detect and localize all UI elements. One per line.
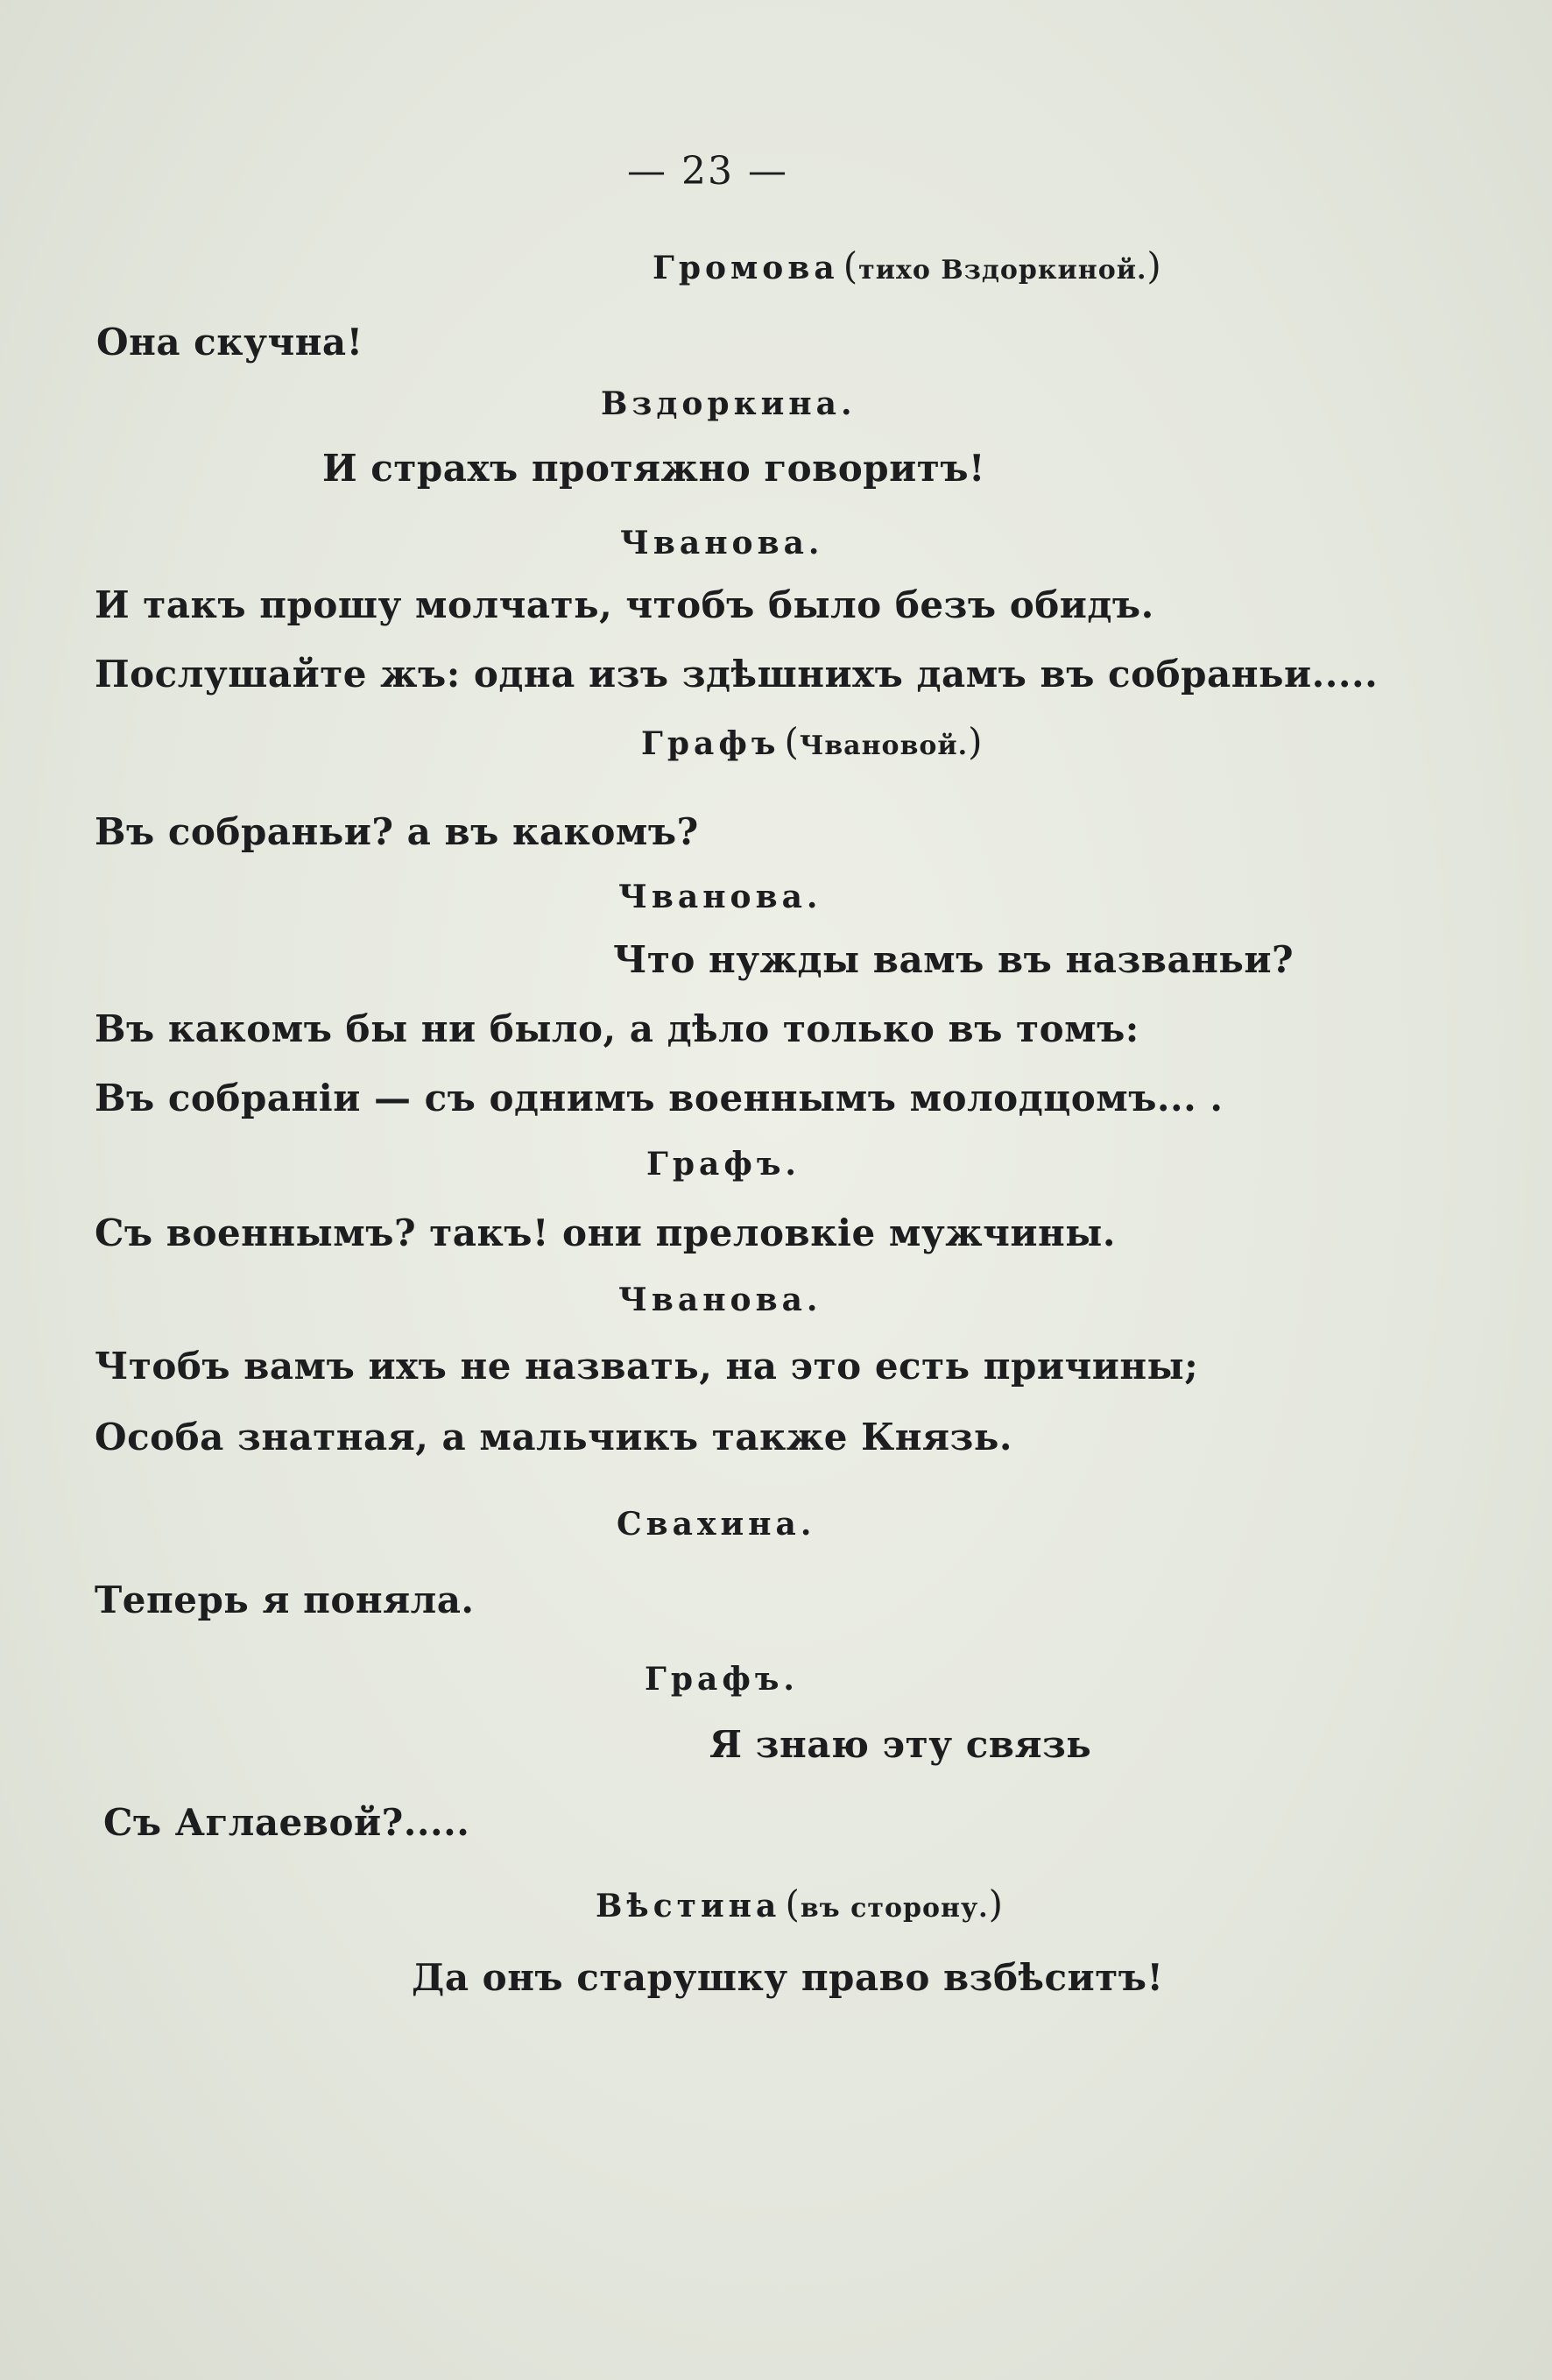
line-1 [653,248,1162,285]
line-5: Чванова. [620,525,824,561]
line-13: Въ собраніи — съ однимъ военнымъ молодцомъ... . [95,1077,1224,1119]
line-18: Особа знатная, а мальчикъ также Князь. [95,1416,1012,1458]
line-24 [596,1886,1004,1923]
line-11: Что нужды вамъ въ названьи? [613,938,1295,981]
page-number: — 23 — [627,149,788,194]
line-22: Я знаю эту связь [709,1723,1092,1766]
line-10: Чванова. [618,879,822,915]
line-14: Графъ. [646,1146,801,1183]
line-20: Теперь я поняла. [95,1578,475,1621]
stage-direction: ( въ сторону. ) [785,1893,1004,1924]
speaker-name: Вѣстина [596,1888,781,1924]
line-4: И страхъ протяжно говоритъ! [322,447,985,490]
stage-direction: ( тихо Вздоркиной. ) [843,255,1162,286]
line-25: Да онъ старушку право взбѣситъ! [412,1956,1164,1999]
line-2: Она скучна! [96,321,363,364]
line-12: Въ какомъ бы ни было, а дѣло только въ томъ: [95,1007,1139,1050]
line-7: Послушайте жъ: одна изъ здѣшнихъ дамъ въ собраньи..... [95,653,1379,696]
line-9: Въ собраньи? а въ какомъ? [95,810,699,853]
speaker-name: Графъ [641,725,780,762]
line-17: Чтобъ вамъ ихъ не назвать, на это есть причины; [95,1345,1199,1388]
line-15: Съ военнымъ? такъ! они преловкіе мужчины. [95,1211,1116,1254]
line-19: Свахина. [617,1506,816,1543]
line-23: Съ Аглаевой?..... [103,1801,470,1844]
line-6: И такъ прошу молчать, чтобъ было безъ обидъ. [95,583,1154,626]
line-16: Чванова. [618,1282,822,1318]
stage-direction: ( Чвановой. ) [785,731,984,761]
line-21: Графъ. [645,1661,799,1698]
line-3: Вздоркина. [601,385,857,422]
line-8 [641,724,984,760]
speaker-name: Громова [653,250,839,286]
